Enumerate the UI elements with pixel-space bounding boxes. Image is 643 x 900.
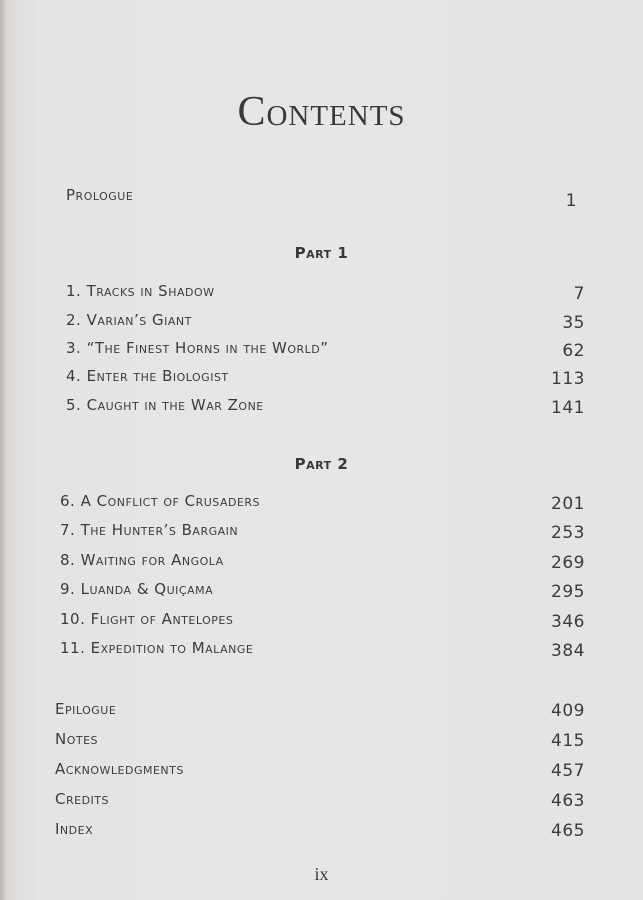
toc-entry-label: Prologue [66,186,134,204]
toc-entry-text [66,367,229,385]
toc-entry-page: 463 [551,791,585,811]
toc-entry-page: 201 [551,494,585,514]
toc-entry-text [60,492,260,510]
part-heading: Part 1 [294,244,349,262]
toc-entry-chapter [0,521,643,545]
toc-entry-text [60,521,238,539]
chapter-number: 8. [60,551,76,569]
toc-entry-text [66,396,264,414]
toc-entry-label: Credits [55,790,109,808]
chapter-number: 2. [66,311,82,329]
chapter-number: 10. [60,610,86,628]
toc-entry-page: 62 [562,341,585,361]
toc-entry-page: 409 [551,701,585,721]
chapter-number: 1. [66,282,82,300]
toc-entry-page: 415 [551,731,585,751]
chapter-title: Caught in the War Zone [86,396,264,414]
chapter-title: Enter the Biologist [86,367,229,385]
chapter-title: The Hunter’s Bargain [80,521,239,539]
toc-entry-notes [0,730,643,754]
chapter-title: Flight of Antelopes [90,610,234,628]
toc-entry-page: 7 [573,284,585,304]
toc-entry-text [66,311,192,329]
toc-entry-page: 253 [551,523,585,543]
part-heading: Part 2 [294,455,349,473]
toc-entry-chapter [0,610,643,634]
toc-entry-chapter [0,367,643,391]
chapter-number: 7. [60,521,76,539]
chapter-number: 9. [60,580,76,598]
toc-entry-page: 295 [551,582,585,602]
toc-entry-chapter [0,339,643,363]
chapter-title: Expedition to Malange [90,639,254,657]
chapter-number: 6. [60,492,76,510]
chapter-title: “The Finest Horns in the World” [86,339,329,357]
toc-entry-chapter [0,311,643,335]
chapter-number: 11. [60,639,86,657]
chapter-title: Tracks in Shadow [86,282,215,300]
toc-entry-credits [0,790,643,814]
toc-entry-chapter [0,639,643,663]
toc-entry-label: Index [55,820,94,838]
toc-entry-chapter [0,282,643,306]
toc-entry-text [60,580,213,598]
toc-entry-label: Notes [55,730,99,748]
toc-entry-page: 384 [551,641,585,661]
toc-entry-text [66,282,215,300]
chapter-number: 4. [66,367,82,385]
toc-entry-chapter [0,492,643,516]
toc-entry-text [60,639,253,657]
chapter-number: 5. [66,396,82,414]
chapter-title: Luanda & Quiçama [80,580,214,598]
chapter-title: A Conflict of Crusaders [80,492,261,510]
toc-entry-page: 465 [551,821,585,841]
toc-entry-text [60,551,224,569]
toc-entry-text [66,339,329,357]
toc-entry-chapter [0,580,643,604]
chapter-title: Varian’s Giant [86,311,192,329]
chapter-title: Waiting for Angola [80,551,224,569]
toc-entry-page: 35 [562,313,585,333]
toc-entry-page: 1 [565,191,577,211]
toc-entry-acknowledgments [0,760,643,784]
toc-entry-page: 141 [551,398,585,418]
toc-entry-prologue [0,186,643,210]
toc-entry-page: 346 [551,612,585,632]
toc-entry-chapter [0,551,643,575]
toc-entry-label: Epilogue [55,700,117,718]
toc-entry-index [0,820,643,844]
toc-entry-chapter [0,396,643,420]
toc-entry-label: Acknowledgments [55,760,184,778]
toc-entry-page: 113 [551,369,585,389]
chapter-number: 3. [66,339,82,357]
toc-entry-text [60,610,233,628]
toc-entry-page: 269 [551,553,585,573]
toc-entry-epilogue [0,700,643,724]
page-title: Contents [237,89,406,135]
page-number-folio: ix [314,864,329,884]
toc-entry-page: 457 [551,761,585,781]
